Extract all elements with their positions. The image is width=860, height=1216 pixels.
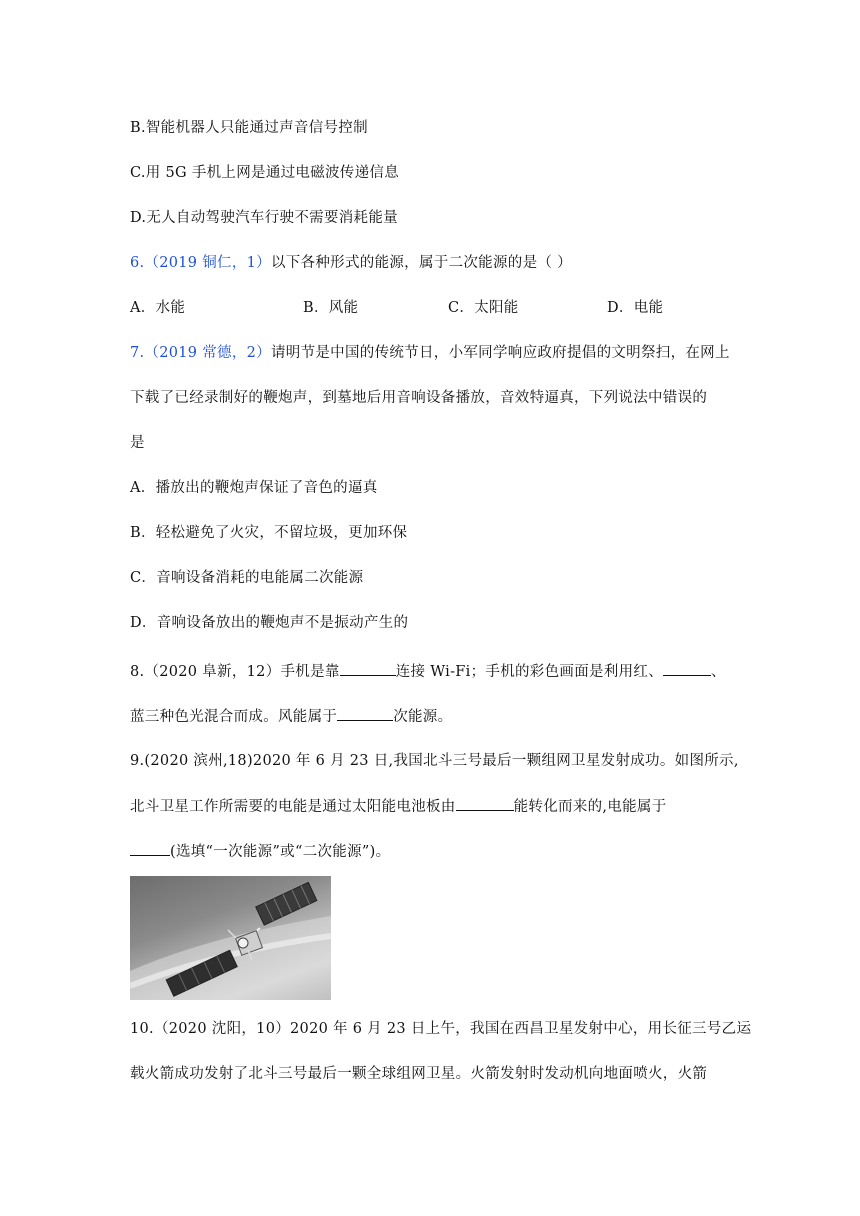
q7-option-b: B．轻松避免了火灾，不留垃圾，更加环保	[130, 525, 408, 541]
q7-source: 7.（2019 常德，2）	[130, 345, 271, 361]
q9-text-2: 能转化而来的,电能属于	[513, 799, 667, 815]
q6-option-d: D．电能	[607, 300, 664, 316]
q8-text-3: 、	[711, 664, 726, 680]
q8-text-1: 8.（2020 阜新，12）手机是靠	[130, 664, 340, 680]
question-8-line-1	[130, 661, 726, 682]
q9-text-1: 北斗卫星工作所需要的电能是通过太阳能电池板由	[130, 799, 456, 815]
q10-line-2: 载火箭成功发射了北斗三号最后一颗全球组网卫星。火箭发射时发动机向地面喷火，火箭	[130, 1066, 708, 1082]
q6-option-b: B．风能	[303, 300, 359, 316]
question-7-line-1	[130, 343, 730, 363]
satellite-illustration	[130, 876, 331, 1000]
question-6	[130, 253, 572, 273]
q8-text-2: 连接 Wi-Fi；手机的彩色画面是利用红、	[395, 664, 663, 680]
q5-option-d: D.无人自动驾驶汽车行驶不需要消耗能量	[130, 210, 398, 226]
q6-option-c: C．太阳能	[448, 300, 519, 316]
q6-stem: 以下各种形式的能源，属于二次能源的是（ ）	[270, 255, 572, 271]
q7-option-d: D．音响设备放出的鞭炮声不是振动产生的	[130, 615, 409, 631]
satellite-photo	[130, 876, 331, 1000]
q9-blank-1	[456, 796, 514, 811]
q8-text-5: 次能源。	[393, 709, 453, 725]
q6-option-a: A．水能	[130, 300, 186, 316]
question-9-line-2	[130, 796, 667, 817]
q5-option-c: C.用 5G 手机上网是通过电磁波传递信息	[130, 165, 400, 181]
question-9-line-3	[130, 841, 390, 862]
q6-source: 6.（2019 铜仁，1）	[130, 255, 271, 271]
q8-blank-3	[337, 706, 393, 721]
question-8-line-2	[130, 706, 452, 727]
q8-text-4: 蓝三种色光混合而成。风能属于	[130, 709, 338, 725]
q10-line-1: 10.（2020 沈阳，10）2020 年 6 月 23 日上午，我国在西昌卫星发射中心，用长征三号乙运	[130, 1021, 752, 1037]
q7-stem-3: 是	[130, 435, 145, 451]
q7-option-c: C．音响设备消耗的电能属二次能源	[130, 570, 364, 586]
q7-stem-2: 下载了已经录制好的鞭炮声，到墓地后用音响设备播放，音效特逼真，下列说法中错误的	[130, 390, 708, 406]
q8-blank-2	[663, 661, 711, 676]
q8-blank-1	[340, 661, 396, 676]
q9-text-3: (选填“一次能源”或“二次能源”)。	[170, 844, 391, 860]
q5-option-b: B.智能机器人只能通过声音信号控制	[130, 120, 368, 136]
q9-line-1: 9.(2020 滨州,18)2020 年 6 月 23 日,我国北斗三号最后一颗组网卫星发射成功。如图所示,	[130, 753, 739, 769]
q9-blank-2	[130, 841, 170, 856]
q7-option-a: A．播放出的鞭炮声保证了音色的逼真	[130, 480, 378, 496]
q7-stem-1: 请明节是中国的传统节日，小军同学响应政府提倡的文明祭扫，在网上	[270, 345, 730, 361]
